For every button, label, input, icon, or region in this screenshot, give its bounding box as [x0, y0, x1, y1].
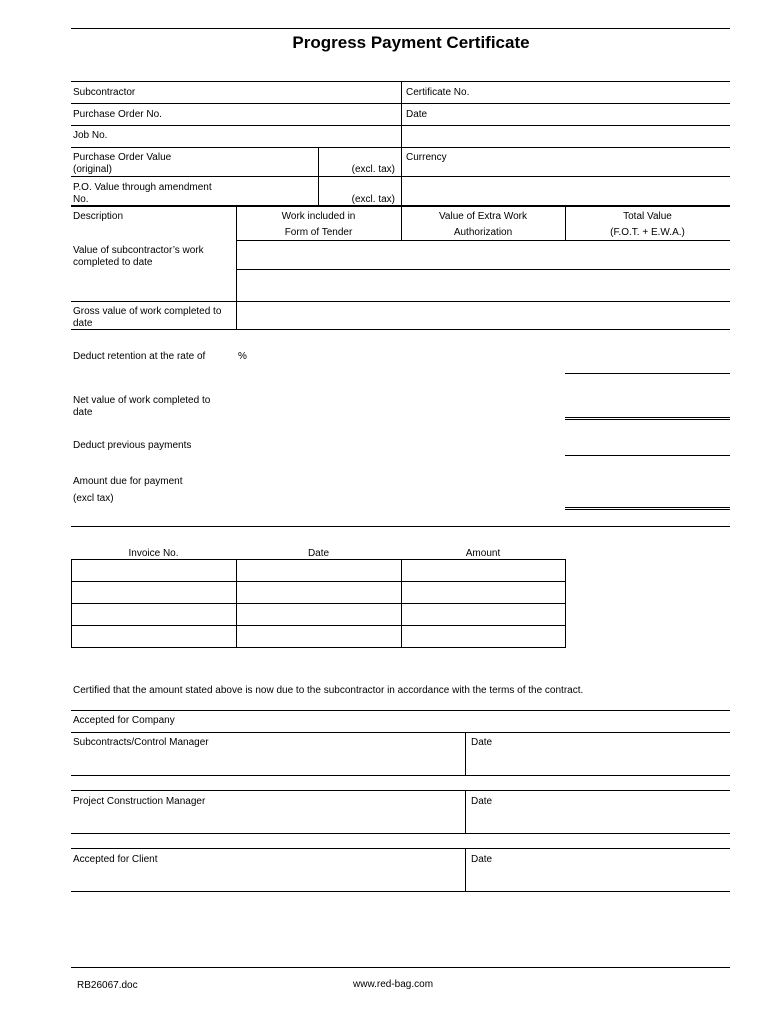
- invoice-date-header: Date: [307, 548, 330, 559]
- project-manager-label: Project Construction Manager: [73, 796, 206, 807]
- po-value-sublabel: (original): [73, 164, 112, 175]
- subcontractor-work-sublabel: completed to date: [73, 257, 153, 268]
- previous-payments-label: Deduct previous payments: [73, 440, 192, 451]
- excl-tax-label-2: (excl. tax): [351, 194, 395, 205]
- date-label: Date: [406, 109, 428, 120]
- section-divider: [71, 526, 730, 527]
- extra-work-header: Value of Extra Work: [439, 211, 527, 222]
- invoice-no-header: Invoice No.: [128, 548, 179, 559]
- gross-value-label: Gross value of work completed to: [73, 306, 222, 317]
- job-no-label: Job No.: [73, 130, 108, 141]
- currency-label: Currency: [406, 152, 447, 163]
- subcontractor-label: Subcontractor: [73, 87, 136, 98]
- subcontractor-work-label: Value of subcontractor’s work: [73, 245, 204, 256]
- previous-payments-amount-line: [565, 455, 730, 456]
- work-included-header: Work included in: [281, 211, 356, 222]
- net-value-label: Net value of work completed to: [73, 395, 211, 406]
- accepted-company-label: Accepted for Company: [73, 715, 175, 726]
- form-of-tender-header: Form of Tender: [284, 227, 353, 238]
- fot-ewa-header: (F.O.T. + E.W.A.): [610, 227, 685, 238]
- subcontracts-manager-label: Subcontracts/Control Manager: [73, 737, 209, 748]
- gross-value-sublabel: date: [73, 318, 93, 329]
- net-value-amount-line: [565, 417, 730, 418]
- table-row[interactable]: [72, 582, 235, 603]
- page-title: Progress Payment Certificate: [292, 33, 530, 52]
- retention-amount-line: [565, 373, 730, 374]
- purchase-order-no-label: Purchase Order No.: [73, 109, 162, 120]
- website-link[interactable]: www.red-bag.com: [353, 979, 434, 990]
- po-amendment-sublabel: No.: [73, 194, 89, 205]
- accepted-client-label: Accepted for Client: [73, 854, 158, 865]
- certification-text: Certified that the amount stated above is now due to the subcontractor in accordance with the terms of the contract.: [73, 685, 584, 696]
- document-id: RB26067.doc: [77, 980, 138, 991]
- amount-due-label: Amount due for payment: [73, 476, 183, 487]
- invoice-amount-header: Amount: [465, 548, 501, 559]
- description-header: Description: [73, 211, 124, 222]
- authorization-header: Authorization: [453, 227, 513, 238]
- total-value-header: Total Value: [623, 211, 672, 222]
- percent-sign: %: [238, 351, 247, 362]
- amount-due-amount-line: [565, 507, 730, 508]
- footer-rule: [71, 967, 730, 968]
- table-row[interactable]: [72, 560, 235, 581]
- amount-due-sublabel: (excl tax): [73, 493, 114, 504]
- subcontracts-manager-date-label: Date: [471, 737, 493, 748]
- po-value-label: Purchase Order Value: [73, 152, 172, 163]
- certificate-no-label: Certificate No.: [406, 87, 470, 98]
- top-rule: [71, 28, 730, 29]
- net-value-sublabel: date: [73, 407, 93, 418]
- project-manager-date-label: Date: [471, 796, 493, 807]
- retention-label: Deduct retention at the rate of: [73, 351, 206, 362]
- po-amendment-label: P.O. Value through amendment: [73, 182, 212, 193]
- accepted-client-date-label: Date: [471, 854, 493, 865]
- table-row[interactable]: [72, 626, 235, 647]
- excl-tax-label: (excl. tax): [351, 164, 395, 175]
- table-row[interactable]: [72, 604, 235, 625]
